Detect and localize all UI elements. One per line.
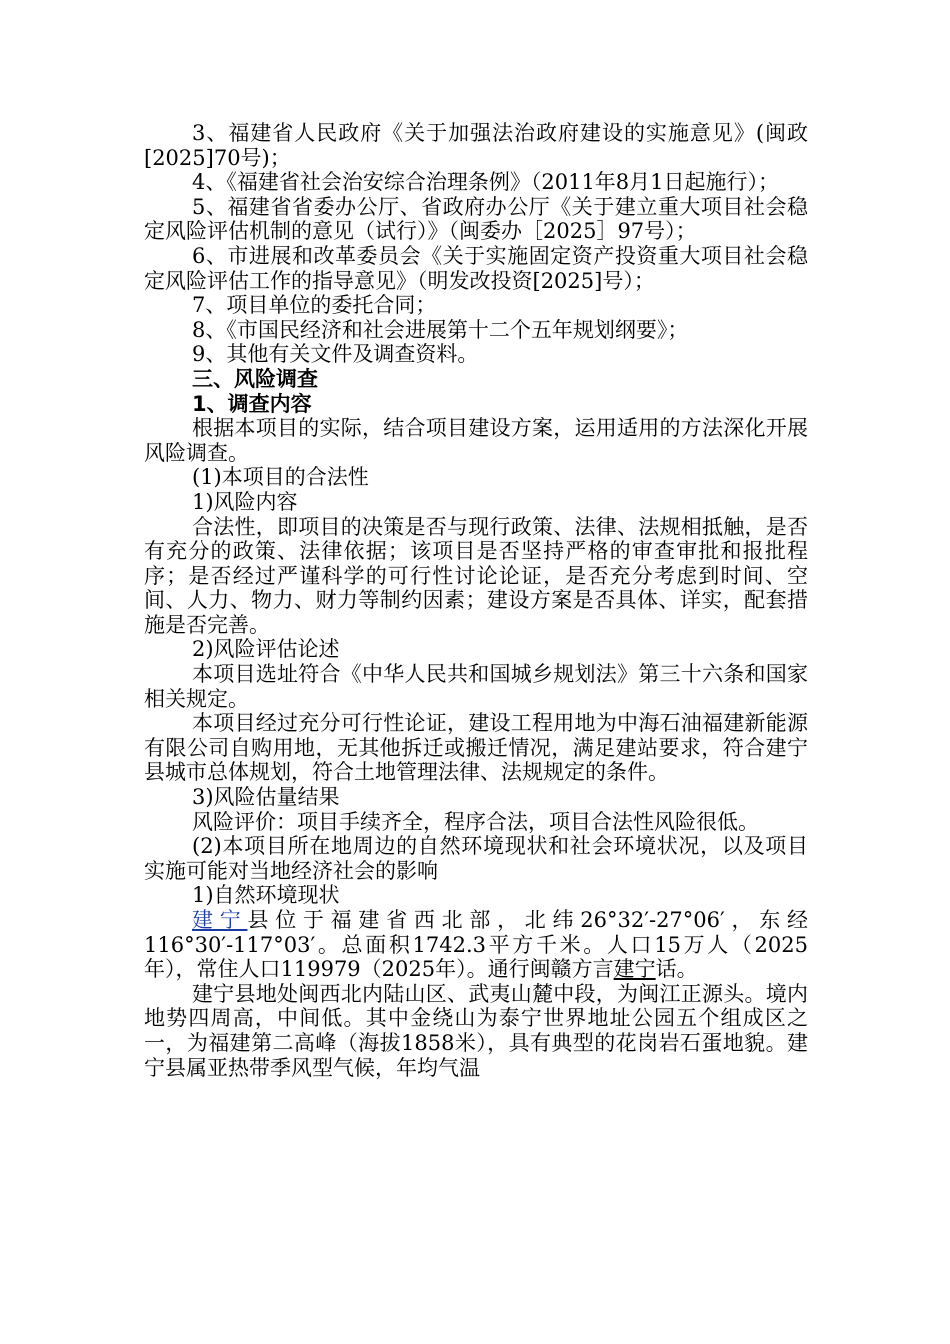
risk-evaluation-paragraph: 风险评价：项目手续齐全，程序合法，项目合法性风险很低。: [192, 809, 759, 834]
legality-heading: (1)本项目的合法性: [192, 465, 369, 490]
reference-item-4: 4、《福建省社会治安综合治理条例》（2011年8月1日起施行）；: [192, 170, 780, 195]
terrain-paragraph: 建宁县地处闽西北内陆山区、武夷山麓中段，为闽江正源头。境内地势四周高，中间低。其中金绕山为泰宁世界地址公园五个组成区之一，为福建第二高峰（海拔1858米），具有典型的花岗岩石蛋地貌。建宁县属亚热带季风型气候，年均气温: [144, 981, 808, 1080]
location-paragraph: [144, 908, 808, 982]
feasibility-paragraph: 本项目经过充分可行性论证，建设工程用地为中海石油福建新能源有限公司自购用地，无其他拆迁或搬迁情况，满足建站要求，符合建宁县城市总体规划，符合土地管理法律、法规规定的条件。: [144, 711, 808, 785]
reference-item-5: 5、福建省省委办公厅、省政府办公厅《关于建立重大项目社会稳定风险评估机制的意见（试行）》（闽委办［2025］97号）；: [144, 194, 808, 244]
legality-paragraph: 合法性，即项目的决策是否与现行政策、法律、法规相抵触，是否有充分的政策、法律依据；该项目是否坚持严格的审查审批和报批程序；是否经过严谨科学的可行性讨论论证，是否充分考虑到时间、空间、人力、物力、财力等制约因素；建设方案是否具体、详实，配套措施是否完善。: [144, 514, 808, 637]
risk-result-heading: 3)风险估量结果: [192, 785, 340, 810]
document-page: [144, 121, 808, 1080]
reference-item-9: 9、其他有关文件及调查资料。: [192, 342, 479, 367]
intro-paragraph: 根据本项目的实际，结合项目建设方案，运用适用的方法深化开展风险调查。: [144, 416, 808, 465]
risk-assessment-heading: 2)风险评估论述: [192, 637, 340, 662]
section-heading: 三、风险调查: [192, 366, 318, 391]
subsection-heading: 1、调查内容: [192, 391, 312, 416]
reference-item-7: 7、项目单位的委托合同；: [192, 293, 437, 318]
site-selection-paragraph: 本项目选址符合《中华人民共和国城乡规划法》第三十六条和国家相关规定。: [144, 662, 808, 711]
risk-content-heading: 1)风险内容: [192, 489, 298, 514]
reference-item-6: 6、市进展和改革委员会《关于实施固定资产投资重大项目社会稳定风险评估工作的指导意见》（明发改投资[2025]号）；: [144, 243, 808, 293]
location-text-2: 话。: [655, 957, 698, 982]
reference-item-8: 8、《市国民经济和社会进展第十二个五年规划纲要》；: [192, 317, 689, 342]
jianning-underlined: 建宁: [613, 957, 656, 982]
location-text-1: 县位于福建省西北部，北纬26°32′-27°06′，东经116°30′-117°03′。总面积1742.3平方千米。人口15万人（2025年），常住人口119979（2025年）。通行闽赣方言: [144, 908, 808, 982]
environment-heading: (2)本项目所在地周边的自然环境现状和社会环境状况，以及项目实施可能对当地经济社会的影响: [144, 834, 808, 883]
jianning-link[interactable]: 建宁: [192, 908, 248, 932]
natural-environment-heading: 1)自然环境现状: [192, 883, 340, 908]
reference-item-3: 3、福建省人民政府《关于加强法治政府建设的实施意见》(闽政[2025]70号)；: [144, 121, 808, 170]
